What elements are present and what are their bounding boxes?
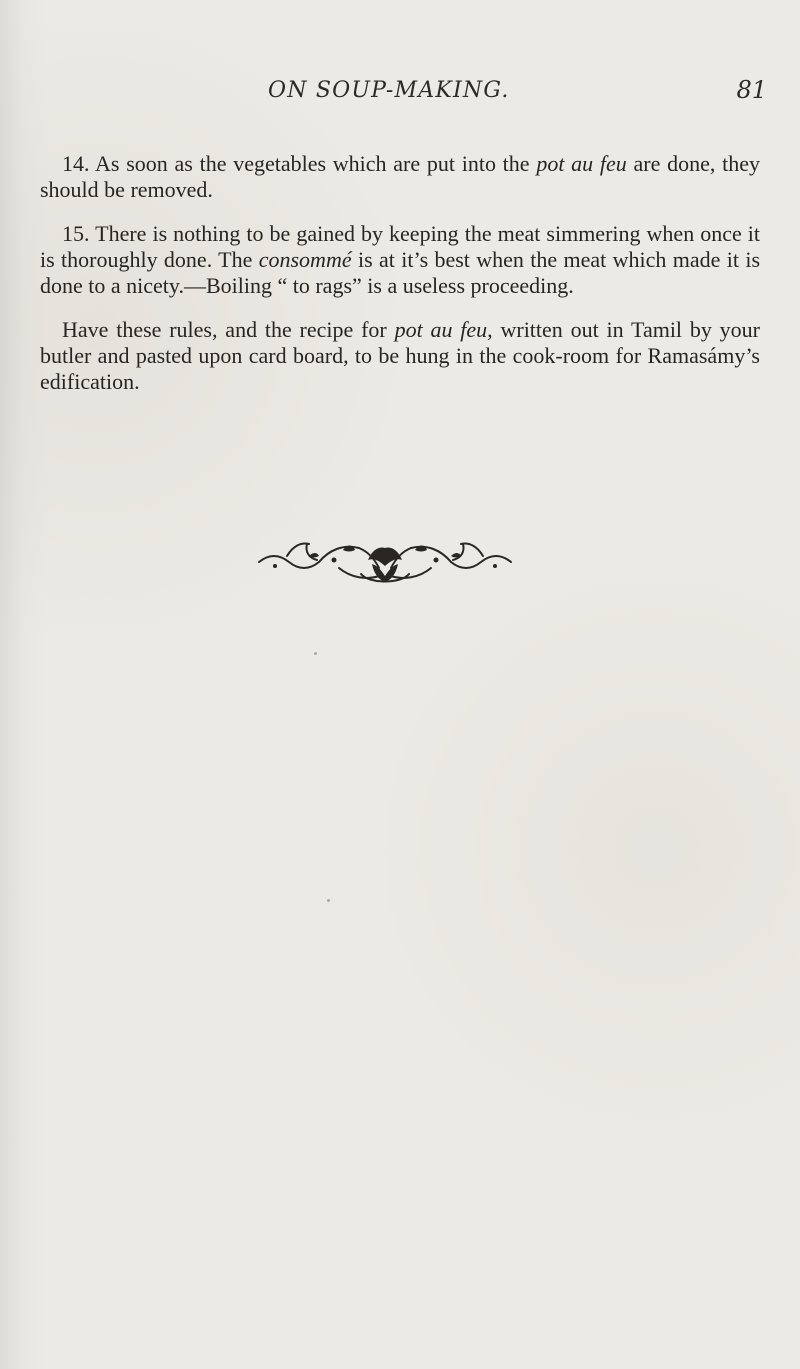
paper-speck xyxy=(327,899,330,902)
body-text xyxy=(40,151,760,395)
running-head xyxy=(0,66,800,106)
page-number: 81 xyxy=(736,76,767,104)
running-title: ON SOUP-MAKING. xyxy=(268,78,510,103)
paragraph-14 xyxy=(40,151,760,203)
paragraph-14-text-start: 14. As soon as the vegetables which are put into the xyxy=(62,151,537,176)
paragraph-15-italic-consomme: consommé xyxy=(258,247,352,272)
closing-paragraph-italic-pot-au-feu: pot au feu, xyxy=(394,317,493,342)
closing-paragraph-text-end: written out in Tamil by your butler and pasted upon card board, to be hung in the cook-room for Ramasámy’s edification. xyxy=(40,317,760,394)
paragraph-15-text-start: 15. There is nothing to be gained by keeping the meat simmering when once it is thoroughly done. The xyxy=(40,221,760,272)
floral-tailpiece-ornament-icon xyxy=(251,532,519,590)
paragraph-14-italic-pot-au-feu: pot au feu xyxy=(536,151,627,176)
closing-paragraph xyxy=(40,317,760,395)
paragraph-15 xyxy=(40,221,760,299)
paragraph-15-text-end: is at it’s best when the meat which made it is done to a nicety.—Boiling “ to rags” is a useless proceeding. xyxy=(40,247,761,298)
paper-speck xyxy=(314,652,317,655)
paragraph-14-text-end: are done, they should be removed. xyxy=(40,151,760,202)
closing-paragraph-text-start: Have these rules, and the recipe for xyxy=(62,317,395,342)
